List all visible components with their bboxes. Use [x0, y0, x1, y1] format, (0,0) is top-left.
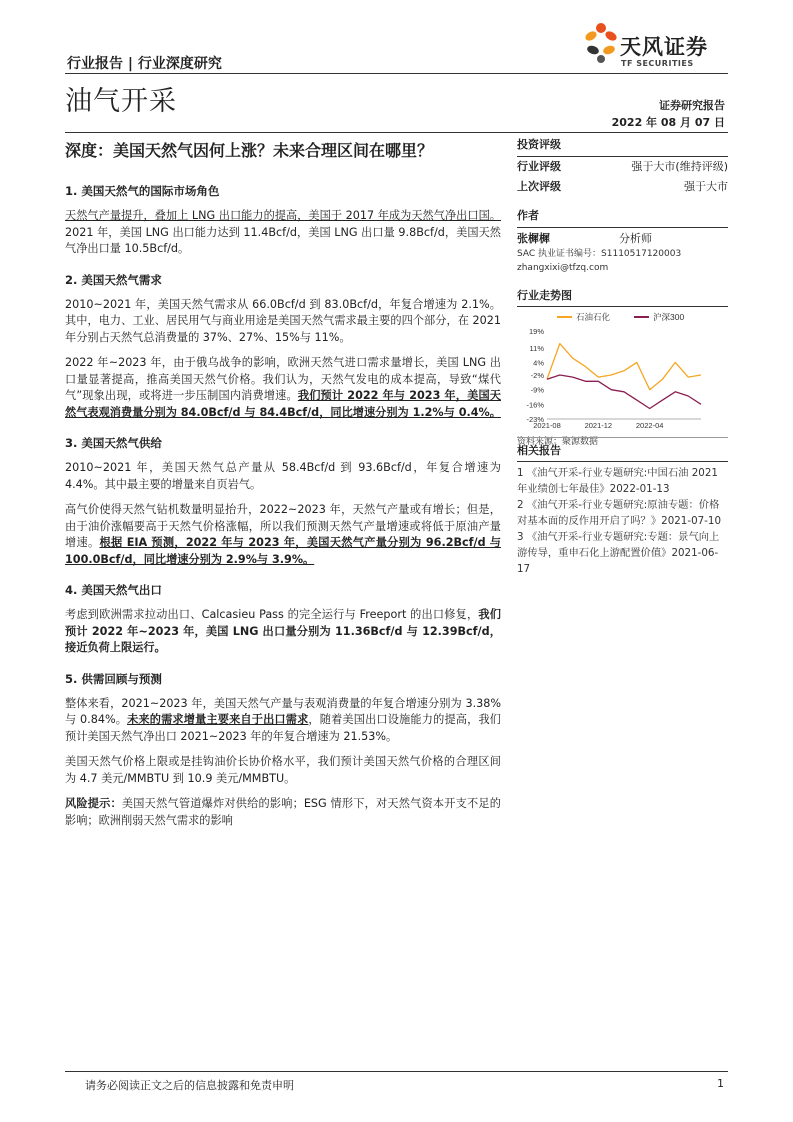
- analyst-role: 分析师: [619, 232, 652, 245]
- x-tick-label: 2021-12: [584, 421, 613, 430]
- footer-disclaimer: 请务必阅读正文之后的信息披露和免责申明: [85, 1079, 294, 1092]
- sac-number: SAC 执业证书编号：S1110517120003: [517, 249, 682, 259]
- section-2-text: 2022 年~2023 年，由于俄乌战争的影响，欧洲天然气进口需求量增长，美国 LNG 出口量显著提高，推高美国天然气价格。我们认为，天然气发电的成本提高，导致“煤代气”现象出现，或将进一步压制国内消费增速。: [65, 356, 501, 402]
- y-tick-label: -9%: [530, 385, 544, 395]
- y-tick-label: 4%: [533, 358, 544, 368]
- section-1-text: 2021 年，美国 LNG 出口能力达到 11.4Bcf/d，美国 LNG 出口量 9.8Bcf/d，美国天然气净出口量 10.5Bcf/d。: [65, 225, 501, 255]
- industry-rating-label: 行业评级: [517, 160, 561, 173]
- author-divider: [517, 227, 728, 228]
- analyst-email[interactable]: zhangxixi@tfzq.com: [517, 263, 609, 273]
- section-2-key-forecast: 我们预计 2022 年与 2023 年，美国天然气表观消费量分别为 84.0Bcf/d 与 84.4Bcf/d，同比增速分别为 1.2%与 0.4%。: [65, 389, 501, 419]
- section-1-paragraph: [65, 208, 501, 258]
- risk-paragraph: [65, 796, 501, 829]
- series-line-oil-petrochem: [547, 344, 701, 390]
- author-block: [517, 207, 728, 275]
- related-divider: [517, 461, 728, 462]
- report-title: 深度：美国天然气因何上涨？未来合理区间在哪里？: [65, 141, 434, 160]
- y-tick-label: -2%: [530, 371, 544, 380]
- analyst-name: 张樨樨: [517, 232, 550, 245]
- section-3-text: 高气价使得天然气钻机数量明显抬升，2022~2023 年，天然气产量或有增长；但是，由于油价涨幅要高于天然气价格涨幅，所以我们预测天然气产量增速或将低于原油产量增速。: [65, 503, 501, 549]
- logo-text: 天风证券: [620, 35, 708, 59]
- industry-rating-value: 强于大市(维持评级): [631, 160, 728, 173]
- related-title: 相关报告: [517, 444, 561, 457]
- legend-csi300-label: 沪深300: [653, 312, 685, 322]
- related-report-2[interactable]: 2 《油气开采-行业专题研究:原油专题：价格对基本面的反作用开启了吗？》2021-07-10: [517, 499, 721, 527]
- last-rating-label: 上次评级: [517, 180, 561, 193]
- plot-area: [526, 327, 701, 430]
- x-tick-label: 2021-08: [533, 421, 561, 430]
- industry-trend-chart: [517, 307, 728, 433]
- last-rating-row: [517, 177, 728, 197]
- section-heading-2: 2. 美国天然气需求: [65, 272, 162, 287]
- risk-text: 美国天然气管道爆炸对供给的影响；ESG 情形下，对天然气资本开支不足的影响；欧洲削弱天然气需求的影响: [65, 797, 501, 827]
- legend-oil-label: 石油石化: [576, 312, 611, 322]
- section-3-paragraph-2: [65, 502, 501, 568]
- section-4-text: 考虑到欧洲需求拉动出口、Calcasieu Pass 的完全运行与 Freeport 的出口修复，: [65, 608, 479, 621]
- report-date: 2022 年 08 月 07 日: [611, 116, 725, 129]
- report-category: 行业报告 | 行业深度研究: [67, 56, 222, 72]
- y-tick-label: 11%: [529, 343, 544, 353]
- section-1-underline-text: 天然气产量提升，叠加上 LNG 出口能力的提高，美国于 2017 年成为天然气净出口国。: [65, 209, 501, 222]
- header-divider: [65, 73, 728, 74]
- section-heading-4: 4. 美国天然气出口: [65, 583, 162, 597]
- section-5-key-point: 未来的需求增量主要来自于出口需求: [127, 713, 309, 726]
- related-block: [517, 437, 728, 577]
- series-line-csi300: [547, 375, 701, 409]
- section-heading-5: 5. 供需回顾与预测: [65, 671, 162, 686]
- page-number: 1: [717, 1077, 724, 1090]
- related-top-divider: [517, 437, 728, 438]
- industry-rating-row: [517, 157, 728, 177]
- trend-block: [517, 287, 728, 449]
- risk-label: 风险提示：: [65, 797, 122, 810]
- x-tick-label: 2022-04: [635, 421, 664, 430]
- y-tick-label: 19%: [528, 327, 544, 336]
- section-heading-3: 3. 美国天然气供给: [65, 436, 162, 450]
- industry-name: 油气开采: [65, 86, 177, 117]
- section-3-key-forecast: 根据 EIA 预测，2022 年与 2023 年，美国天然气产量分别为 96.2Bcf/d 与 100.0Bcf/d，同比增速分别为 2.9%与 3.9%。: [65, 536, 501, 566]
- y-tick-label: -16%: [526, 400, 544, 410]
- section-4-paragraph: [65, 607, 501, 657]
- related-report-3[interactable]: 3 《油气开采-行业专题研究:专题：景气向上游传导，重申石化上游配置价值》2021-06-17: [517, 531, 720, 575]
- last-rating-value: 强于大市: [684, 180, 728, 193]
- legend-oil: [557, 312, 611, 322]
- analyst-row: [517, 231, 728, 247]
- report-type: 证券研究报告: [659, 99, 725, 112]
- y-tick-label: -23%: [526, 415, 544, 424]
- logo-english: TF SECURITIES: [621, 59, 694, 68]
- section-5-paragraph-1: [65, 696, 501, 746]
- section-5-paragraph-2: 美国天然气价格上限或是挂钩油价长协价格水平，我们预计美国天然气价格的合理区间为 4.7 美元/MMBTU 到 10.9 美元/MMBTU。: [65, 755, 501, 785]
- legend-csi300: [634, 312, 684, 322]
- main-content: [65, 180, 501, 838]
- section-4-key-forecast: 我们预计 2022 年~2023 年，美国 LNG 出口量分别为 11.36Bcf/d 与 12.39Bcf/d，接近负荷上限运行。: [65, 608, 501, 654]
- author-title: 作者: [517, 209, 539, 222]
- related-report-1[interactable]: 1 《油气开采-行业专题研究:中国石油 2021 年业绩创七年最佳》2022-01-13: [517, 467, 718, 495]
- section-2-paragraph-1: 2010~2021 年，美国天然气需求从 66.0Bcf/d 到 83.0Bcf/d，年复合增速为 2.1%。其中，电力、工业、居民用气与商业用途是美国天然气需求最主要的四个部分，在 2021 年分别占天然气总消费量的 37%、27%、15%与 11%。: [65, 297, 501, 344]
- section-heading-1: 1. 美国天然气的国际市场角色: [65, 184, 220, 198]
- section-3-paragraph-1: 2010~2021 年，美国天然气总产量从 58.4Bcf/d 到 93.6Bcf/d，年复合增速为 4.4%。其中最主要的增量来自页岩气。: [65, 461, 501, 491]
- title-divider: [65, 132, 728, 133]
- section-2-paragraph-2: [65, 355, 501, 421]
- rating-block: [517, 136, 728, 197]
- rating-title: 投资评级: [517, 138, 561, 151]
- chart-source: 资料来源：聚源数据: [517, 437, 599, 447]
- tf-logo-icon: [584, 18, 618, 66]
- section-5-text: 整体来看，2021~2023 年，美国天然气产量与表观消费量的年复合增速分别为 3.38%与 0.84%。: [65, 696, 501, 726]
- trend-title: 行业走势图: [517, 289, 572, 302]
- footer-divider: [65, 1071, 728, 1072]
- section-5-text-rest: ，随着美国出口设施能力的提高，我们预计美国天然气净出口 2021~2023 年的年复合增速为 21.53%。: [65, 713, 501, 743]
